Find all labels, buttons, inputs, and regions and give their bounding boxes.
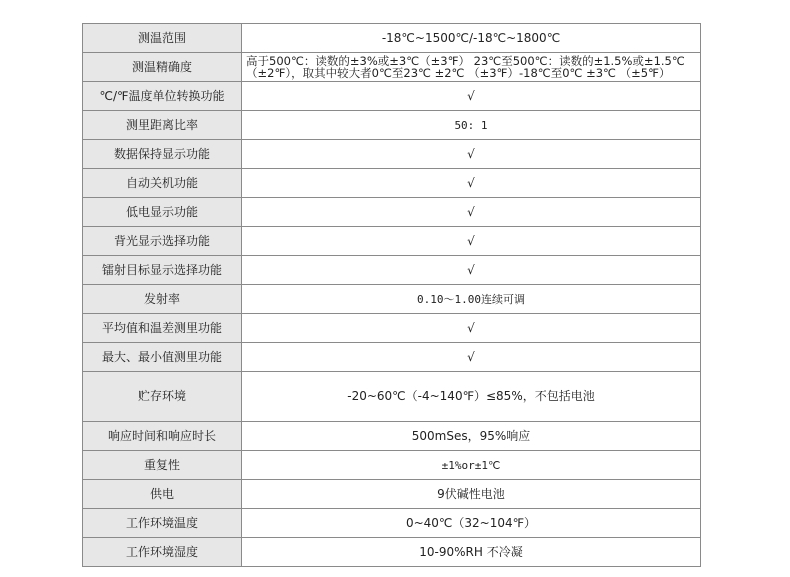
row-value: 500mSes，95%响应 [242,422,701,451]
check-mark: √ [242,140,701,169]
check-mark: √ [242,343,701,372]
check-mark: √ [242,198,701,227]
row-label: 工作环境温度 [83,509,242,538]
table-row [83,285,701,314]
table-row [83,422,701,451]
row-label: ℃/℉温度单位转换功能 [83,82,242,111]
row-label: 贮存环境 [83,372,242,422]
row-label: 工作环境湿度 [83,538,242,567]
row-label: 供电 [83,480,242,509]
row-value: 50: 1 [242,111,701,140]
row-label: 最大、最小值测里功能 [83,343,242,372]
row-value: ±1%or±1℃ [242,451,701,480]
row-label: 发射率 [83,285,242,314]
table-row [83,24,701,53]
row-value: 0~40℃（32~104℉） [242,509,701,538]
row-value: 10-90%RH 不冷凝 [242,538,701,567]
row-label: 测温精确度 [83,53,242,82]
row-value: -18℃~1500℃/-18℃~1800℃ [242,24,701,53]
row-label: 测里距离比率 [83,111,242,140]
check-mark: √ [242,82,701,111]
table-row [83,111,701,140]
row-label: 重复性 [83,451,242,480]
check-mark: √ [242,169,701,198]
table-row [83,538,701,567]
spec-table [82,23,701,567]
row-label: 背光显示选择功能 [83,227,242,256]
check-mark: √ [242,314,701,343]
table-row [83,227,701,256]
row-label: 低电显示功能 [83,198,242,227]
table-row [83,343,701,372]
row-value: -20~60℃（-4~140℉）≤85%，不包括电池 [242,372,701,422]
table-row [83,509,701,538]
table-row [83,53,701,82]
row-label: 自动关机功能 [83,169,242,198]
row-value: 0.10～1.00连续可调 [242,285,701,314]
table-row [83,169,701,198]
row-label: 平均值和温差测里功能 [83,314,242,343]
table-row [83,451,701,480]
table-row [83,314,701,343]
table-row [83,256,701,285]
row-label: 镭射目标显示选择功能 [83,256,242,285]
row-label: 响应时间和响应时长 [83,422,242,451]
table-row [83,198,701,227]
table-row [83,372,701,422]
check-mark: √ [242,256,701,285]
table-row [83,140,701,169]
row-label: 数据保持显示功能 [83,140,242,169]
table-row [83,480,701,509]
row-label: 测温范围 [83,24,242,53]
check-mark: √ [242,227,701,256]
row-value: 高于500℃：读数的±3%或±3℃（±3℉） 23℃至500℃：读数的±1.5%或±1.5℃（±2℉），取其中较大者0℃至23℃ ±2℃ （±3℉）-18℃至0℃ ±3℃ （±5℉） [242,53,701,82]
row-value: 9伏碱性电池 [242,480,701,509]
table-row [83,82,701,111]
